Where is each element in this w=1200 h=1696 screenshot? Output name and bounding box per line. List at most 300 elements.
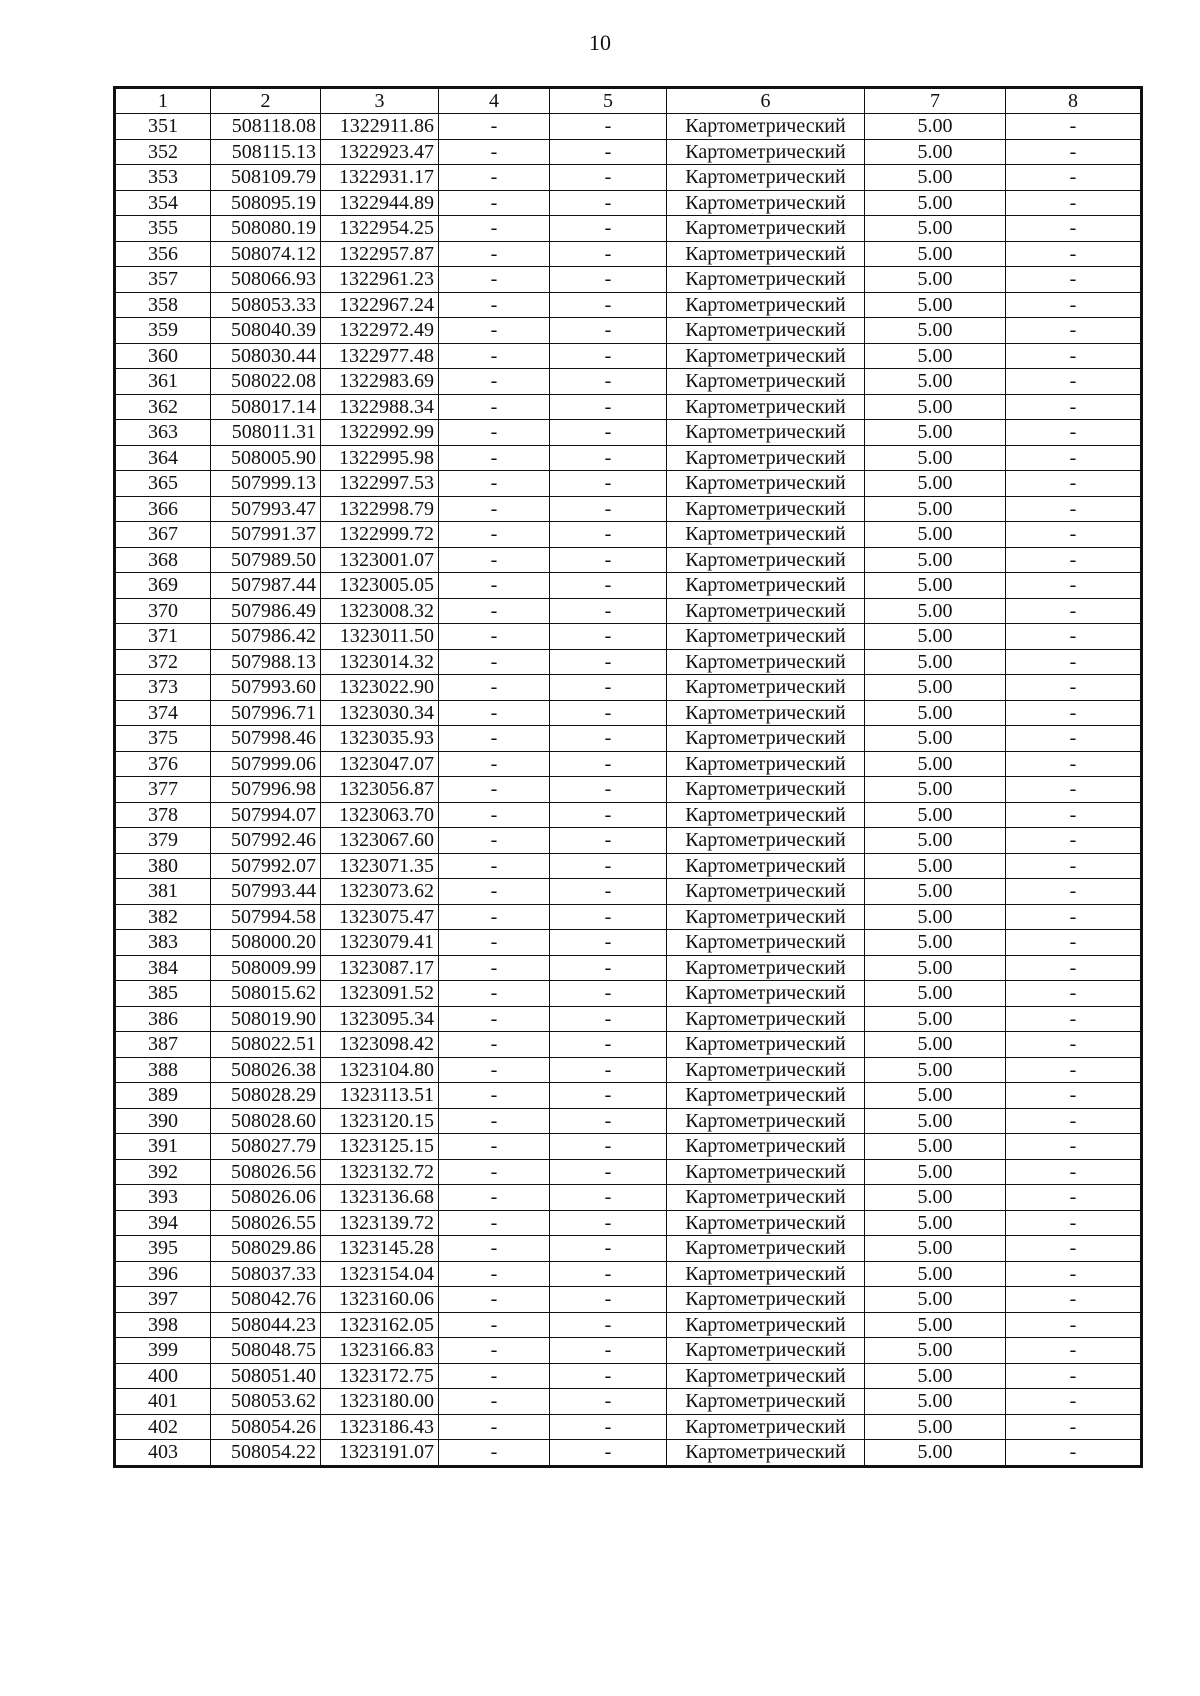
- col5-cell: -: [550, 700, 667, 726]
- col8-cell: -: [1006, 139, 1142, 165]
- table-row: [115, 1057, 1142, 1083]
- point-number-cell: 402: [115, 1414, 211, 1440]
- x-coordinate-cell: 507986.42: [211, 624, 321, 650]
- y-coordinate-cell: 1323073.62: [321, 879, 439, 905]
- point-number-cell: 379: [115, 828, 211, 854]
- y-coordinate-cell: 1323001.07: [321, 547, 439, 573]
- accuracy-cell: 5.00: [865, 496, 1006, 522]
- table-header-row: [115, 88, 1142, 114]
- col5-cell: -: [550, 292, 667, 318]
- col8-cell: -: [1006, 751, 1142, 777]
- y-coordinate-cell: 1323067.60: [321, 828, 439, 854]
- method-cell: Картометрический: [667, 1185, 865, 1211]
- column-header: 6: [667, 88, 865, 114]
- method-cell: Картометрический: [667, 1057, 865, 1083]
- col4-cell: -: [439, 1338, 550, 1364]
- method-cell: Картометрический: [667, 445, 865, 471]
- col5-cell: -: [550, 241, 667, 267]
- accuracy-cell: 5.00: [865, 598, 1006, 624]
- col4-cell: -: [439, 1389, 550, 1415]
- x-coordinate-cell: 508051.40: [211, 1363, 321, 1389]
- x-coordinate-cell: 508028.29: [211, 1083, 321, 1109]
- col4-cell: -: [439, 1032, 550, 1058]
- accuracy-cell: 5.00: [865, 1414, 1006, 1440]
- y-coordinate-cell: 1323154.04: [321, 1261, 439, 1287]
- accuracy-cell: 5.00: [865, 547, 1006, 573]
- col5-cell: -: [550, 649, 667, 675]
- col8-cell: -: [1006, 573, 1142, 599]
- point-number-cell: 385: [115, 981, 211, 1007]
- accuracy-cell: 5.00: [865, 1389, 1006, 1415]
- col8-cell: -: [1006, 1083, 1142, 1109]
- accuracy-cell: 5.00: [865, 190, 1006, 216]
- col4-cell: -: [439, 241, 550, 267]
- method-cell: Картометрический: [667, 879, 865, 905]
- y-coordinate-cell: 1323075.47: [321, 904, 439, 930]
- x-coordinate-cell: 508022.08: [211, 369, 321, 395]
- col8-cell: -: [1006, 675, 1142, 701]
- table-row: [115, 445, 1142, 471]
- col8-cell: -: [1006, 420, 1142, 446]
- method-cell: Картометрический: [667, 700, 865, 726]
- x-coordinate-cell: 507989.50: [211, 547, 321, 573]
- col4-cell: -: [439, 700, 550, 726]
- col4-cell: -: [439, 522, 550, 548]
- col4-cell: -: [439, 853, 550, 879]
- method-cell: Картометрический: [667, 955, 865, 981]
- y-coordinate-cell: 1323087.17: [321, 955, 439, 981]
- col8-cell: -: [1006, 598, 1142, 624]
- x-coordinate-cell: 508005.90: [211, 445, 321, 471]
- col4-cell: -: [439, 1363, 550, 1389]
- accuracy-cell: 5.00: [865, 1134, 1006, 1160]
- y-coordinate-cell: 1323125.15: [321, 1134, 439, 1160]
- x-coordinate-cell: 508042.76: [211, 1287, 321, 1313]
- method-cell: Картометрический: [667, 624, 865, 650]
- x-coordinate-cell: 508029.86: [211, 1236, 321, 1262]
- x-coordinate-cell: 508095.19: [211, 190, 321, 216]
- y-coordinate-cell: 1322967.24: [321, 292, 439, 318]
- accuracy-cell: 5.00: [865, 1287, 1006, 1313]
- col8-cell: -: [1006, 1057, 1142, 1083]
- y-coordinate-cell: 1322988.34: [321, 394, 439, 420]
- accuracy-cell: 5.00: [865, 1032, 1006, 1058]
- col5-cell: -: [550, 114, 667, 140]
- y-coordinate-cell: 1323095.34: [321, 1006, 439, 1032]
- method-cell: Картометрический: [667, 1006, 865, 1032]
- col5-cell: -: [550, 1287, 667, 1313]
- method-cell: Картометрический: [667, 547, 865, 573]
- method-cell: Картометрический: [667, 496, 865, 522]
- table-row: [115, 241, 1142, 267]
- col4-cell: -: [439, 394, 550, 420]
- method-cell: Картометрический: [667, 190, 865, 216]
- method-cell: Картометрический: [667, 1338, 865, 1364]
- table-row: [115, 1414, 1142, 1440]
- col4-cell: -: [439, 343, 550, 369]
- col8-cell: -: [1006, 369, 1142, 395]
- y-coordinate-cell: 1323030.34: [321, 700, 439, 726]
- point-number-cell: 369: [115, 573, 211, 599]
- col8-cell: -: [1006, 241, 1142, 267]
- y-coordinate-cell: 1322977.48: [321, 343, 439, 369]
- col5-cell: -: [550, 828, 667, 854]
- table-row: [115, 1261, 1142, 1287]
- y-coordinate-cell: 1322931.17: [321, 165, 439, 191]
- point-number-cell: 398: [115, 1312, 211, 1338]
- col4-cell: -: [439, 420, 550, 446]
- method-cell: Картометрический: [667, 420, 865, 446]
- col4-cell: -: [439, 777, 550, 803]
- table-row: [115, 726, 1142, 752]
- col8-cell: -: [1006, 828, 1142, 854]
- column-header: 8: [1006, 88, 1142, 114]
- table-row: [115, 1006, 1142, 1032]
- accuracy-cell: 5.00: [865, 1006, 1006, 1032]
- accuracy-cell: 5.00: [865, 649, 1006, 675]
- point-number-cell: 382: [115, 904, 211, 930]
- accuracy-cell: 5.00: [865, 318, 1006, 344]
- col4-cell: -: [439, 751, 550, 777]
- accuracy-cell: 5.00: [865, 777, 1006, 803]
- col8-cell: -: [1006, 114, 1142, 140]
- col4-cell: -: [439, 1312, 550, 1338]
- accuracy-cell: 5.00: [865, 1108, 1006, 1134]
- x-coordinate-cell: 508040.39: [211, 318, 321, 344]
- table-row: [115, 1159, 1142, 1185]
- point-number-cell: 403: [115, 1440, 211, 1467]
- method-cell: Картометрический: [667, 1363, 865, 1389]
- x-coordinate-cell: 507996.71: [211, 700, 321, 726]
- col8-cell: -: [1006, 649, 1142, 675]
- point-number-cell: 368: [115, 547, 211, 573]
- x-coordinate-cell: 508009.99: [211, 955, 321, 981]
- y-coordinate-cell: 1322923.47: [321, 139, 439, 165]
- col8-cell: -: [1006, 802, 1142, 828]
- col5-cell: -: [550, 1389, 667, 1415]
- col4-cell: -: [439, 981, 550, 1007]
- table-row: [115, 1134, 1142, 1160]
- col4-cell: -: [439, 114, 550, 140]
- point-number-cell: 384: [115, 955, 211, 981]
- accuracy-cell: 5.00: [865, 343, 1006, 369]
- col4-cell: -: [439, 573, 550, 599]
- method-cell: Картометрический: [667, 598, 865, 624]
- table-row: [115, 573, 1142, 599]
- accuracy-cell: 5.00: [865, 1363, 1006, 1389]
- table-row: [115, 624, 1142, 650]
- col5-cell: -: [550, 1210, 667, 1236]
- col4-cell: -: [439, 139, 550, 165]
- method-cell: Картометрический: [667, 267, 865, 293]
- y-coordinate-cell: 1322954.25: [321, 216, 439, 242]
- point-number-cell: 377: [115, 777, 211, 803]
- table-row: [115, 496, 1142, 522]
- col5-cell: -: [550, 267, 667, 293]
- x-coordinate-cell: 508027.79: [211, 1134, 321, 1160]
- col5-cell: -: [550, 879, 667, 905]
- accuracy-cell: 5.00: [865, 802, 1006, 828]
- table-row: [115, 1210, 1142, 1236]
- col4-cell: -: [439, 1083, 550, 1109]
- x-coordinate-cell: 507993.44: [211, 879, 321, 905]
- col5-cell: -: [550, 216, 667, 242]
- x-coordinate-cell: 507996.98: [211, 777, 321, 803]
- point-number-cell: 365: [115, 471, 211, 497]
- col8-cell: -: [1006, 1134, 1142, 1160]
- method-cell: Картометрический: [667, 1159, 865, 1185]
- table-row: [115, 1312, 1142, 1338]
- col5-cell: -: [550, 165, 667, 191]
- col5-cell: -: [550, 420, 667, 446]
- col5-cell: -: [550, 445, 667, 471]
- x-coordinate-cell: 508066.93: [211, 267, 321, 293]
- col5-cell: -: [550, 598, 667, 624]
- col4-cell: -: [439, 1287, 550, 1313]
- accuracy-cell: 5.00: [865, 930, 1006, 956]
- col8-cell: -: [1006, 522, 1142, 548]
- table-row: [115, 1389, 1142, 1415]
- method-cell: Картометрический: [667, 573, 865, 599]
- x-coordinate-cell: 507999.06: [211, 751, 321, 777]
- table-row: [115, 598, 1142, 624]
- y-coordinate-cell: 1323132.72: [321, 1159, 439, 1185]
- x-coordinate-cell: 508019.90: [211, 1006, 321, 1032]
- col8-cell: -: [1006, 853, 1142, 879]
- col5-cell: -: [550, 624, 667, 650]
- x-coordinate-cell: 508074.12: [211, 241, 321, 267]
- point-number-cell: 354: [115, 190, 211, 216]
- method-cell: Картометрический: [667, 1389, 865, 1415]
- col4-cell: -: [439, 547, 550, 573]
- col4-cell: -: [439, 1236, 550, 1262]
- table-row: [115, 139, 1142, 165]
- col8-cell: -: [1006, 1440, 1142, 1467]
- y-coordinate-cell: 1323139.72: [321, 1210, 439, 1236]
- table-row: [115, 292, 1142, 318]
- col5-cell: -: [550, 904, 667, 930]
- col4-cell: -: [439, 598, 550, 624]
- y-coordinate-cell: 1323047.07: [321, 751, 439, 777]
- point-number-cell: 372: [115, 649, 211, 675]
- col5-cell: -: [550, 955, 667, 981]
- table-row: [115, 522, 1142, 548]
- col4-cell: -: [439, 1185, 550, 1211]
- table-row: [115, 1236, 1142, 1262]
- x-coordinate-cell: 508030.44: [211, 343, 321, 369]
- col4-cell: -: [439, 216, 550, 242]
- col5-cell: -: [550, 522, 667, 548]
- x-coordinate-cell: 508022.51: [211, 1032, 321, 1058]
- point-number-cell: 391: [115, 1134, 211, 1160]
- point-number-cell: 370: [115, 598, 211, 624]
- col5-cell: -: [550, 1440, 667, 1467]
- col8-cell: -: [1006, 1006, 1142, 1032]
- point-number-cell: 399: [115, 1338, 211, 1364]
- y-coordinate-cell: 1323162.05: [321, 1312, 439, 1338]
- accuracy-cell: 5.00: [865, 420, 1006, 446]
- col5-cell: -: [550, 547, 667, 573]
- col8-cell: -: [1006, 955, 1142, 981]
- point-number-cell: 351: [115, 114, 211, 140]
- accuracy-cell: 5.00: [865, 394, 1006, 420]
- point-number-cell: 352: [115, 139, 211, 165]
- method-cell: Картометрический: [667, 981, 865, 1007]
- col4-cell: -: [439, 292, 550, 318]
- point-number-cell: 373: [115, 675, 211, 701]
- method-cell: Картометрический: [667, 1134, 865, 1160]
- method-cell: Картометрический: [667, 165, 865, 191]
- y-coordinate-cell: 1322995.98: [321, 445, 439, 471]
- x-coordinate-cell: 507994.07: [211, 802, 321, 828]
- x-coordinate-cell: 508000.20: [211, 930, 321, 956]
- table-row: [115, 165, 1142, 191]
- method-cell: Картометрический: [667, 1312, 865, 1338]
- table-row: [115, 1185, 1142, 1211]
- col8-cell: -: [1006, 267, 1142, 293]
- coordinates-table: [113, 86, 1143, 1468]
- y-coordinate-cell: 1323180.00: [321, 1389, 439, 1415]
- accuracy-cell: 5.00: [865, 139, 1006, 165]
- method-cell: Картометрический: [667, 904, 865, 930]
- col4-cell: -: [439, 369, 550, 395]
- point-number-cell: 371: [115, 624, 211, 650]
- point-number-cell: 363: [115, 420, 211, 446]
- accuracy-cell: 5.00: [865, 700, 1006, 726]
- method-cell: Картометрический: [667, 522, 865, 548]
- col4-cell: -: [439, 955, 550, 981]
- col4-cell: -: [439, 675, 550, 701]
- table-row: [115, 751, 1142, 777]
- method-cell: Картометрический: [667, 369, 865, 395]
- accuracy-cell: 5.00: [865, 267, 1006, 293]
- point-number-cell: 381: [115, 879, 211, 905]
- col8-cell: -: [1006, 190, 1142, 216]
- table-row: [115, 930, 1142, 956]
- point-number-cell: 367: [115, 522, 211, 548]
- x-coordinate-cell: 507992.07: [211, 853, 321, 879]
- method-cell: Картометрический: [667, 1440, 865, 1467]
- accuracy-cell: 5.00: [865, 1236, 1006, 1262]
- col8-cell: -: [1006, 700, 1142, 726]
- col4-cell: -: [439, 190, 550, 216]
- point-number-cell: 380: [115, 853, 211, 879]
- col8-cell: -: [1006, 1236, 1142, 1262]
- column-header: 1: [115, 88, 211, 114]
- col5-cell: -: [550, 1261, 667, 1287]
- point-number-cell: 376: [115, 751, 211, 777]
- col8-cell: -: [1006, 318, 1142, 344]
- col4-cell: -: [439, 165, 550, 191]
- y-coordinate-cell: 1322961.23: [321, 267, 439, 293]
- y-coordinate-cell: 1323014.32: [321, 649, 439, 675]
- table-row: [115, 420, 1142, 446]
- col8-cell: -: [1006, 879, 1142, 905]
- accuracy-cell: 5.00: [865, 445, 1006, 471]
- x-coordinate-cell: 508053.62: [211, 1389, 321, 1415]
- point-number-cell: 353: [115, 165, 211, 191]
- col8-cell: -: [1006, 904, 1142, 930]
- table-row: [115, 1287, 1142, 1313]
- y-coordinate-cell: 1322911.86: [321, 114, 439, 140]
- table-row: [115, 1032, 1142, 1058]
- y-coordinate-cell: 1323005.05: [321, 573, 439, 599]
- accuracy-cell: 5.00: [865, 369, 1006, 395]
- x-coordinate-cell: 507993.47: [211, 496, 321, 522]
- table-row: [115, 394, 1142, 420]
- column-header: 3: [321, 88, 439, 114]
- method-cell: Картометрический: [667, 802, 865, 828]
- accuracy-cell: 5.00: [865, 1057, 1006, 1083]
- col8-cell: -: [1006, 292, 1142, 318]
- col8-cell: -: [1006, 471, 1142, 497]
- y-coordinate-cell: 1323104.80: [321, 1057, 439, 1083]
- accuracy-cell: 5.00: [865, 1185, 1006, 1211]
- col4-cell: -: [439, 828, 550, 854]
- table-row: [115, 114, 1142, 140]
- col4-cell: -: [439, 1134, 550, 1160]
- col8-cell: -: [1006, 165, 1142, 191]
- method-cell: Картометрический: [667, 777, 865, 803]
- table-row: [115, 547, 1142, 573]
- column-header: 2: [211, 88, 321, 114]
- col8-cell: -: [1006, 496, 1142, 522]
- accuracy-cell: 5.00: [865, 1338, 1006, 1364]
- y-coordinate-cell: 1323091.52: [321, 981, 439, 1007]
- method-cell: Картометрический: [667, 1083, 865, 1109]
- x-coordinate-cell: 508053.33: [211, 292, 321, 318]
- col4-cell: -: [439, 904, 550, 930]
- col4-cell: -: [439, 726, 550, 752]
- y-coordinate-cell: 1323011.50: [321, 624, 439, 650]
- point-number-cell: 361: [115, 369, 211, 395]
- x-coordinate-cell: 507999.13: [211, 471, 321, 497]
- x-coordinate-cell: 508048.75: [211, 1338, 321, 1364]
- point-number-cell: 374: [115, 700, 211, 726]
- y-coordinate-cell: 1322992.99: [321, 420, 439, 446]
- accuracy-cell: 5.00: [865, 1261, 1006, 1287]
- col4-cell: -: [439, 471, 550, 497]
- x-coordinate-cell: 507998.46: [211, 726, 321, 752]
- y-coordinate-cell: 1323079.41: [321, 930, 439, 956]
- col8-cell: -: [1006, 1389, 1142, 1415]
- col5-cell: -: [550, 573, 667, 599]
- x-coordinate-cell: 508011.31: [211, 420, 321, 446]
- method-cell: Картометрический: [667, 649, 865, 675]
- table-row: [115, 904, 1142, 930]
- col8-cell: -: [1006, 343, 1142, 369]
- y-coordinate-cell: 1323136.68: [321, 1185, 439, 1211]
- accuracy-cell: 5.00: [865, 292, 1006, 318]
- accuracy-cell: 5.00: [865, 522, 1006, 548]
- col4-cell: -: [439, 1159, 550, 1185]
- table-row: [115, 471, 1142, 497]
- y-coordinate-cell: 1322997.53: [321, 471, 439, 497]
- accuracy-cell: 5.00: [865, 675, 1006, 701]
- method-cell: Картометрический: [667, 114, 865, 140]
- table-row: [115, 802, 1142, 828]
- method-cell: Картометрический: [667, 1236, 865, 1262]
- y-coordinate-cell: 1322983.69: [321, 369, 439, 395]
- table-row: [115, 318, 1142, 344]
- accuracy-cell: 5.00: [865, 726, 1006, 752]
- point-number-cell: 400: [115, 1363, 211, 1389]
- col4-cell: -: [439, 445, 550, 471]
- col5-cell: -: [550, 981, 667, 1007]
- point-number-cell: 390: [115, 1108, 211, 1134]
- col5-cell: -: [550, 1108, 667, 1134]
- accuracy-cell: 5.00: [865, 471, 1006, 497]
